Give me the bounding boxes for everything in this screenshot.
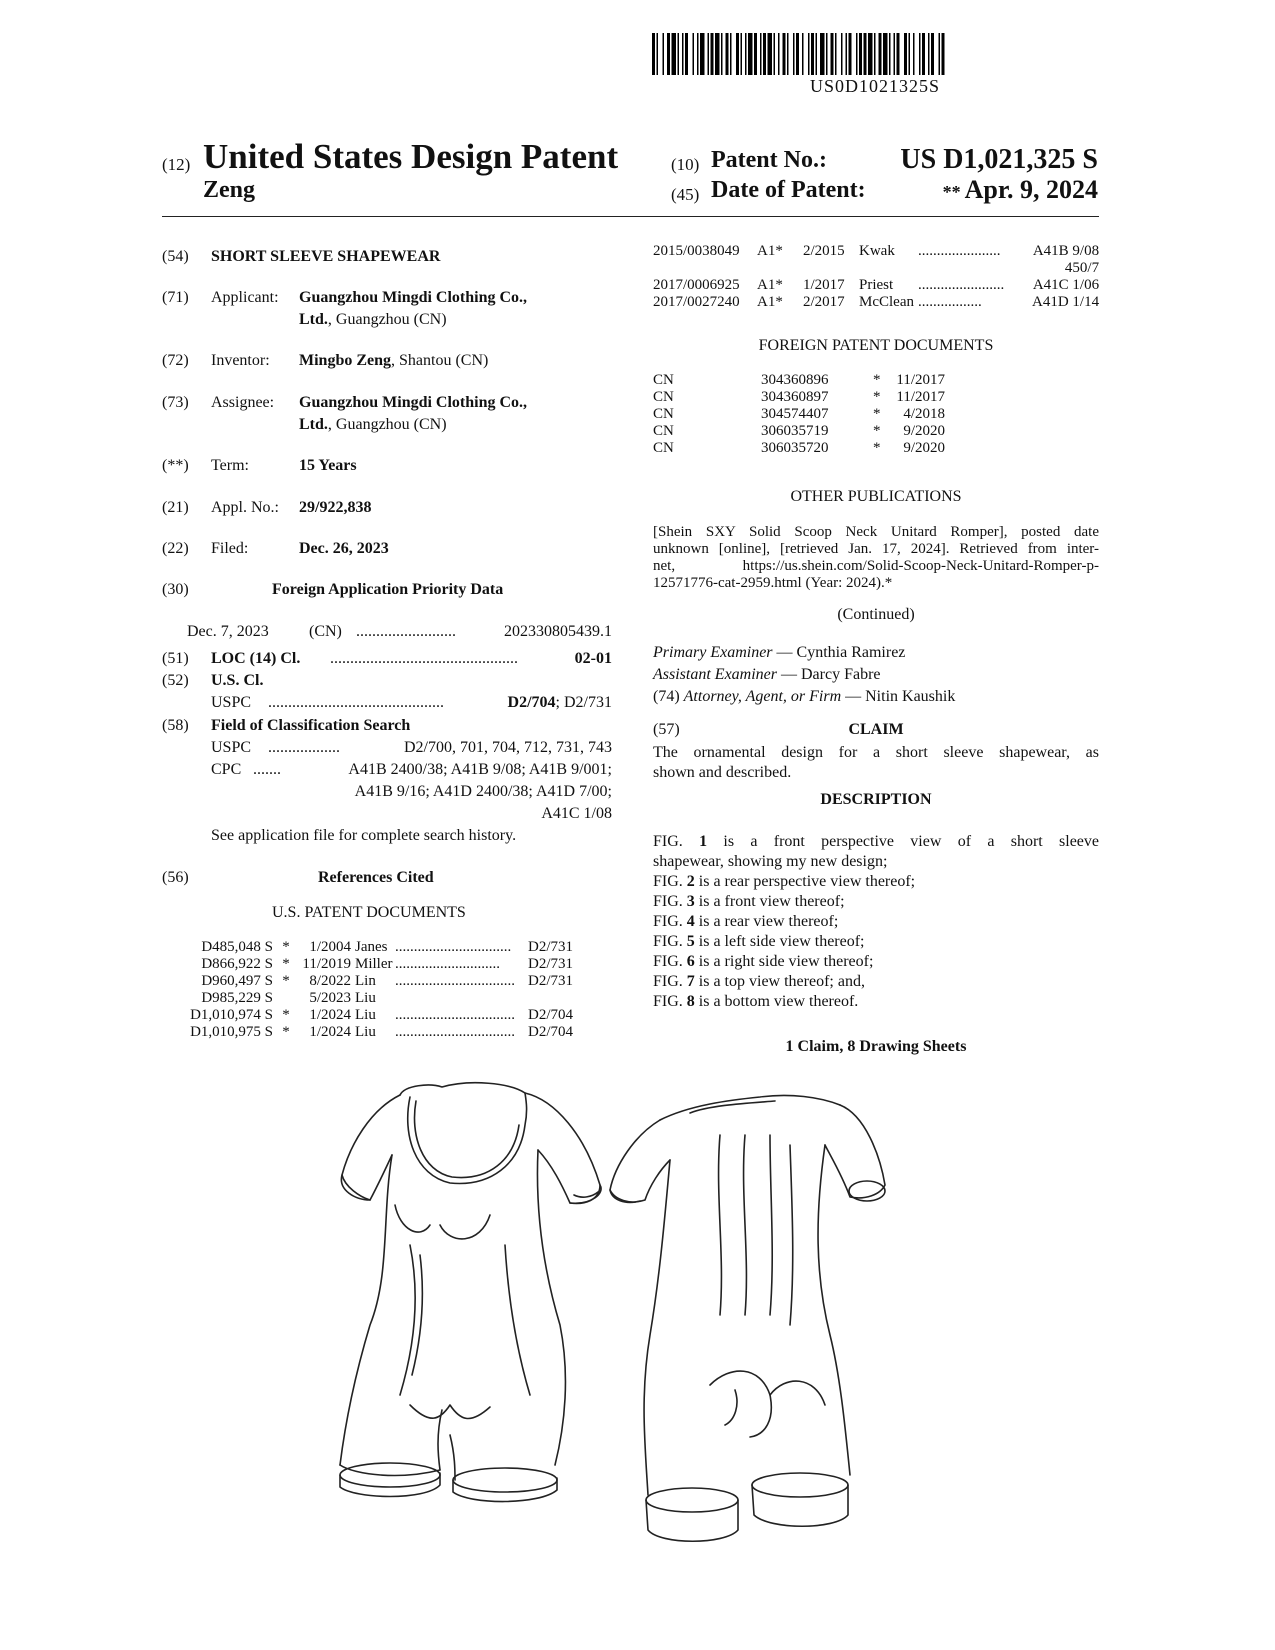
barcode-bar	[726, 33, 729, 75]
ref-class: D2/704	[528, 1007, 573, 1023]
barcode-bar	[730, 33, 732, 75]
claims-sheets-summary: 1 Claim, 8 Drawing Sheets	[785, 1038, 967, 1055]
figure-prefix: FIG.	[653, 933, 687, 950]
pub-date: 2/2017	[803, 294, 845, 310]
barcode-bar	[942, 33, 945, 75]
publication-row	[653, 277, 1099, 294]
code-10: (10)	[671, 155, 700, 174]
code-51: (51)	[162, 650, 189, 667]
barcode-bar	[682, 33, 684, 75]
figure-text: is a front view thereof;	[694, 893, 845, 910]
pub-class: A41D 1/14	[1031, 294, 1100, 310]
field-uspc-label: USPC	[211, 739, 252, 756]
attorney	[653, 687, 955, 707]
reference-row	[185, 1007, 573, 1024]
ref-dots: ................................	[395, 973, 515, 989]
barcode-bar	[787, 33, 789, 75]
pub-dots: .......................	[917, 277, 1005, 293]
figure-text: shapewear, showing my new design;	[653, 853, 888, 870]
loc-value: 02-01	[574, 650, 612, 667]
figure-number: 3	[686, 893, 695, 910]
attorney-name: — Nitin Kaushik	[845, 688, 956, 705]
barcode-bar	[904, 33, 907, 75]
attorney-code: (74)	[653, 688, 680, 705]
barcode-bar	[846, 33, 848, 75]
code-56: (56)	[162, 869, 189, 886]
barcode-bar	[879, 33, 882, 75]
foreign-country: CN	[653, 423, 674, 439]
figure-description-line	[653, 912, 1099, 932]
us-cl-label: U.S. Cl.	[211, 672, 264, 689]
ref-date: 1/2004	[309, 939, 351, 955]
foreign-star: *	[873, 372, 881, 388]
applicant-label: Applicant:	[211, 289, 279, 306]
pub-kind: A1*	[757, 277, 783, 293]
foreign-date: 11/2017	[896, 389, 945, 405]
foreign-country: CN	[653, 440, 674, 456]
ref-date: 1/2024	[309, 1007, 351, 1023]
applicant-name-2	[299, 310, 447, 330]
priority-heading: Foreign Application Priority Data	[272, 581, 504, 598]
code-52: (52)	[162, 672, 189, 689]
barcode-bar	[700, 33, 705, 75]
barcode-bar	[793, 33, 795, 75]
figure-number: 8	[686, 993, 695, 1010]
field-cpc-line-1: A41B 2400/38; A41B 9/08; A41B 9/001;	[348, 761, 612, 778]
term-value: 15 Years	[299, 457, 357, 474]
inventor-value	[299, 351, 488, 371]
us-patent-docs-heading: U.S. PATENT DOCUMENTS	[272, 904, 466, 921]
figure-prefix: FIG.	[653, 953, 687, 970]
barcode-bar	[721, 33, 723, 75]
field-cpc-line-2: A41B 9/16; A41D 2400/38; A41D 7/00;	[354, 783, 612, 800]
barcode-bar	[820, 33, 825, 75]
ref-dots: ...............................	[395, 939, 512, 955]
pub-class-secondary: 450/7	[1064, 260, 1100, 276]
code-71: (71)	[162, 289, 189, 306]
barcode-bar	[663, 33, 665, 75]
figure-text: is a top view thereof; and,	[694, 973, 865, 990]
barcode-number: US0D1021325S	[809, 76, 941, 96]
ref-number: D985,229 S	[201, 990, 273, 1006]
ref-name: Liu	[355, 990, 376, 1006]
figure-text: is a left side view thereof;	[694, 933, 865, 950]
date-value: Apr. 9, 2024	[964, 175, 1098, 204]
barcode-bar	[859, 33, 862, 75]
other-pub-line: net, https://us.shein.com/Solid-Scoop-Neck-Unitard-Romper-p-	[653, 558, 1099, 574]
publication-row	[653, 294, 1099, 311]
barcode-bar	[922, 33, 925, 75]
us-cl-dots: ............................................	[268, 694, 444, 711]
figure-text: is a rear view thereof;	[694, 913, 839, 930]
foreign-star: *	[873, 423, 881, 439]
foreign-number: 306035719	[761, 423, 829, 439]
code-54: (54)	[162, 248, 189, 265]
pub-number: 2017/0027240	[653, 294, 740, 310]
pub-name: Priest	[859, 277, 894, 293]
foreign-heading: FOREIGN PATENT DOCUMENTS	[758, 337, 994, 354]
ref-number: D485,048 S	[201, 939, 273, 955]
ref-date: 8/2022	[309, 973, 351, 989]
ref-date: 11/2019	[302, 956, 351, 972]
barcode-bar	[667, 33, 670, 75]
ref-date: 5/2023	[309, 990, 351, 1006]
ref-number: D1,010,975 S	[190, 1024, 273, 1040]
foreign-star: *	[873, 440, 881, 456]
code-73: (73)	[162, 394, 189, 411]
ref-star: *	[282, 956, 290, 972]
claim-line: shown and described.	[653, 764, 792, 781]
filed-value: Dec. 26, 2023	[299, 540, 389, 557]
ref-dots: ............................	[395, 956, 500, 972]
foreign-country: CN	[653, 406, 674, 422]
barcode-bar	[754, 33, 757, 75]
applicant-place: , Guangzhou (CN)	[327, 311, 447, 328]
ref-star	[273, 990, 299, 1007]
code-21: (21)	[162, 499, 189, 516]
claim-code: (57)	[653, 721, 680, 738]
ref-class: D2/731	[528, 956, 573, 972]
barcode-bar	[693, 33, 695, 75]
references-heading: References Cited	[318, 869, 434, 886]
pub-kind: A1*	[757, 294, 783, 310]
foreign-row	[653, 440, 945, 457]
assignee-label: Assignee:	[211, 394, 275, 411]
reference-row	[185, 956, 573, 973]
barcode-bar	[874, 33, 876, 75]
patent-no-label: Patent No.:	[711, 147, 827, 173]
barcode-bar	[835, 33, 837, 75]
foreign-star: *	[873, 406, 881, 422]
pub-number: 2017/0006925	[653, 277, 740, 293]
barcode-bar	[928, 33, 930, 75]
barcode-bar	[894, 33, 896, 75]
figure-prefix: FIG.	[653, 913, 687, 930]
field-uspc-value: D2/700, 701, 704, 712, 731, 743	[404, 739, 612, 756]
ref-name: Miller	[355, 956, 393, 972]
barcode-bar	[939, 33, 941, 75]
figure-descriptions	[653, 832, 1099, 1012]
foreign-row	[653, 372, 945, 389]
foreign-star: *	[873, 389, 881, 405]
barcode-bar	[711, 33, 714, 75]
barcode-bar	[741, 33, 743, 75]
foreign-country: CN	[653, 389, 674, 405]
rear-shapewear-drawing	[610, 1095, 885, 1541]
barcode-bar	[919, 33, 921, 75]
applicant-name-1: Guangzhou Mingdi Clothing Co.,	[299, 289, 528, 306]
figure-text: is a bottom view thereof.	[694, 993, 859, 1010]
code-58: (58)	[162, 717, 189, 734]
figure-number: 7	[686, 973, 695, 990]
pub-dots: ......................	[917, 243, 1001, 259]
us-references-table	[185, 939, 573, 1041]
figure-description-line	[653, 852, 1099, 872]
assistant-examiner-name: — Darcy Fabre	[781, 666, 881, 683]
inventor-place: , Shantou (CN)	[391, 352, 489, 369]
ref-dots: ................................	[395, 1024, 515, 1040]
barcode	[652, 33, 1098, 75]
appl-no-label: Appl. No.:	[211, 499, 279, 516]
figure-description-line	[653, 932, 1099, 952]
pub-name: Kwak	[859, 243, 895, 259]
ref-star: *	[282, 973, 290, 989]
loc-dots: ...............................................	[330, 650, 518, 667]
figure-description-line	[653, 952, 1099, 972]
ref-number: D866,922 S	[201, 956, 273, 972]
pub-class: A41C 1/06	[1032, 277, 1100, 293]
barcode-bar	[685, 33, 688, 75]
ref-name: Liu	[355, 1007, 376, 1023]
field-cpc-line-3: A41C 1/08	[541, 805, 612, 822]
loc-label: LOC (14) Cl.	[211, 650, 301, 667]
barcode-bar	[783, 33, 786, 75]
foreign-row	[653, 389, 945, 406]
reference-row	[185, 973, 573, 990]
pub-class: A41B 9/08	[1032, 243, 1100, 259]
representative-drawing	[330, 1075, 950, 1575]
inventor-surname: Zeng	[203, 177, 256, 203]
barcode-bar	[883, 33, 888, 75]
ref-class: D2/731	[528, 939, 573, 955]
term-label: Term:	[211, 457, 249, 474]
ref-name: Janes	[355, 939, 388, 955]
figure-number: 4	[686, 913, 695, 930]
appl-no-value: 29/922,838	[299, 499, 372, 516]
figure-description-line	[653, 832, 1099, 852]
us-cl-secondary: ; D2/731	[555, 694, 612, 711]
barcode-bar	[748, 33, 753, 75]
ref-dots: ................................	[395, 1007, 515, 1023]
patent-number: US D1,021,325 S	[900, 144, 1098, 175]
barcode-bar	[778, 33, 780, 75]
foreign-date: 9/2020	[903, 423, 945, 439]
attorney-label: Attorney, Agent, or Firm	[683, 688, 842, 705]
ref-class	[520, 990, 573, 1007]
claim-heading: CLAIM	[848, 721, 904, 738]
primary-examiner	[653, 643, 905, 663]
assignee-place: , Guangzhou (CN)	[327, 416, 447, 433]
barcode-bar	[897, 33, 900, 75]
barcode-bar	[841, 33, 843, 75]
priority-country: (CN)	[309, 623, 342, 640]
figure-prefix: FIG.	[653, 973, 687, 990]
priority-number: 202330805439.1	[504, 623, 612, 640]
assistant-examiner-label: Assistant Examiner	[653, 666, 777, 683]
code-30: (30)	[162, 581, 189, 598]
foreign-date: 4/2018	[903, 406, 945, 422]
barcode-bar	[768, 33, 773, 75]
pub-number: 2015/0038049	[653, 243, 740, 259]
field-uspc-dots: ..................	[268, 739, 340, 756]
ref-star: *	[282, 1007, 290, 1023]
barcode-bar	[715, 33, 720, 75]
ref-name: Liu	[355, 1024, 376, 1040]
figure-number: 1	[699, 833, 708, 850]
inventor-label: Inventor:	[211, 352, 270, 369]
applicant-ltd: Ltd.	[299, 311, 328, 328]
figure-text: is a right side view thereof;	[694, 953, 874, 970]
barcode-bar	[868, 33, 873, 75]
us-cl-uspc: USPC	[211, 694, 252, 711]
barcode-bar	[808, 33, 810, 75]
code-45: (45)	[671, 185, 700, 204]
barcode-bar	[931, 33, 934, 75]
foreign-number: 304360897	[761, 389, 829, 405]
field-cpc-label: CPC	[211, 761, 242, 778]
figure-number: 5	[686, 933, 695, 950]
figure-prefix: FIG.	[653, 873, 687, 890]
code-term: (**)	[162, 457, 189, 474]
barcode-bar	[811, 33, 814, 75]
other-pub-line: unknown [online], [retrieved Jan. 17, 2024]. Retrieved from inter-	[653, 541, 1099, 557]
barcode-bar	[802, 33, 804, 75]
ref-dots	[395, 990, 520, 1007]
other-pub-line: 12571776-cat-2959.html (Year: 2024).*	[653, 575, 893, 591]
foreign-number: 304574407	[761, 406, 829, 422]
figure-description-line	[653, 892, 1099, 912]
barcode-bar	[736, 33, 739, 75]
foreign-date: 11/2017	[896, 372, 945, 388]
barcode-bar	[763, 33, 766, 75]
figure-number: 6	[686, 953, 695, 970]
inventor-name: Mingbo Zeng	[299, 352, 392, 369]
figure-number: 2	[686, 873, 695, 890]
foreign-number: 304360896	[761, 372, 829, 388]
foreign-references	[653, 372, 945, 457]
front-shapewear-drawing	[340, 1083, 601, 1502]
claim-line: The ornamental design for a short sleeve shapewear, as	[653, 744, 1099, 761]
patent-title: United States Design Patent	[203, 137, 619, 176]
other-pubs-text	[653, 524, 1099, 592]
barcode-bar	[657, 33, 659, 75]
field-search-label: Field of Classification Search	[211, 717, 411, 734]
barcode-bar	[864, 33, 867, 75]
primary-examiner-name: — Cynthia Ramirez	[776, 644, 906, 661]
barcode-bar	[774, 33, 776, 75]
pub-kind: A1*	[757, 243, 783, 259]
us-cl-primary: D2/704	[507, 694, 556, 711]
code-22: (22)	[162, 540, 189, 557]
ref-star: *	[282, 939, 290, 955]
other-pub-line: [Shein SXY Solid Scoop Neck Unitard Romper], posted date	[653, 524, 1099, 540]
foreign-row	[653, 406, 945, 423]
barcode-bar	[760, 33, 762, 75]
primary-examiner-label: Primary Examiner	[653, 644, 773, 661]
reference-row	[185, 1024, 573, 1041]
claim-text	[653, 743, 1099, 783]
figure-text: is a rear perspective view thereof;	[694, 873, 916, 890]
ref-class: D2/704	[528, 1024, 573, 1040]
barcode-bar	[913, 33, 915, 75]
search-history-note: See application file for complete search history.	[211, 827, 517, 844]
ref-name: Lin	[355, 973, 376, 989]
us-cl-value	[508, 693, 612, 713]
pub-date: 1/2017	[803, 277, 845, 293]
barcode-bar	[831, 33, 834, 75]
ref-number: D960,497 S	[201, 973, 273, 989]
other-pubs-heading: OTHER PUBLICATIONS	[790, 488, 962, 505]
barcode-bar	[826, 33, 828, 75]
figure-prefix: FIG.	[653, 993, 687, 1010]
design-title: SHORT SLEEVE SHAPEWEAR	[211, 248, 441, 265]
barcode-bar	[849, 33, 852, 75]
us-pub-references	[653, 243, 1099, 311]
pub-date: 2/2015	[803, 243, 845, 259]
priority-date: Dec. 7, 2023	[187, 623, 269, 640]
foreign-date: 9/2020	[903, 440, 945, 456]
figure-description-line	[653, 872, 1099, 892]
reference-row	[185, 990, 573, 1007]
barcode-bar	[672, 33, 677, 75]
pub-name: McClean	[859, 294, 914, 310]
foreign-row	[653, 423, 945, 440]
figure-text: is a front perspective view of a short sleeve	[707, 833, 1100, 850]
date-of-patent	[943, 175, 1098, 205]
foreign-number: 306035720	[761, 440, 829, 456]
code-72: (72)	[162, 352, 189, 369]
ref-number: D1,010,974 S	[190, 1007, 273, 1023]
barcode-bar	[678, 33, 680, 75]
figure-description-line	[653, 972, 1099, 992]
ref-star: *	[282, 1024, 290, 1040]
barcode-bar	[745, 33, 747, 75]
foreign-country: CN	[653, 372, 674, 388]
barcode-bar	[909, 33, 911, 75]
barcode-bar	[889, 33, 891, 75]
barcode-bar	[652, 33, 655, 75]
publication-row	[653, 243, 1099, 260]
date-label: Date of Patent:	[711, 177, 866, 203]
assistant-examiner	[653, 665, 881, 685]
figure-prefix: FIG.	[653, 833, 700, 850]
figure-prefix: FIG.	[653, 893, 687, 910]
barcode-bar	[856, 33, 858, 75]
figure-description-line	[653, 992, 1099, 1012]
assignee-ltd: Ltd.	[299, 416, 328, 433]
continued-note: (Continued)	[837, 606, 915, 623]
barcode-bar	[708, 33, 710, 75]
code-12: (12)	[162, 155, 191, 174]
ref-date: 1/2024	[309, 1024, 351, 1040]
reference-row	[185, 939, 573, 956]
ref-class: D2/731	[528, 973, 573, 989]
publication-row-continued	[653, 260, 1099, 277]
description-heading: DESCRIPTION	[820, 791, 932, 808]
assignee-name-1: Guangzhou Mingdi Clothing Co.,	[299, 394, 528, 411]
barcode-bar	[697, 33, 699, 75]
field-cpc-dots: .......	[253, 761, 281, 778]
barcode-bar	[796, 33, 799, 75]
assignee-name-2	[299, 415, 447, 435]
barcode-bar	[816, 33, 818, 75]
priority-dots: .........................	[356, 623, 456, 640]
header-rule	[162, 216, 1099, 217]
pub-dots: .................	[917, 294, 982, 310]
filed-label: Filed:	[211, 540, 249, 557]
date-marker: **	[942, 182, 961, 202]
